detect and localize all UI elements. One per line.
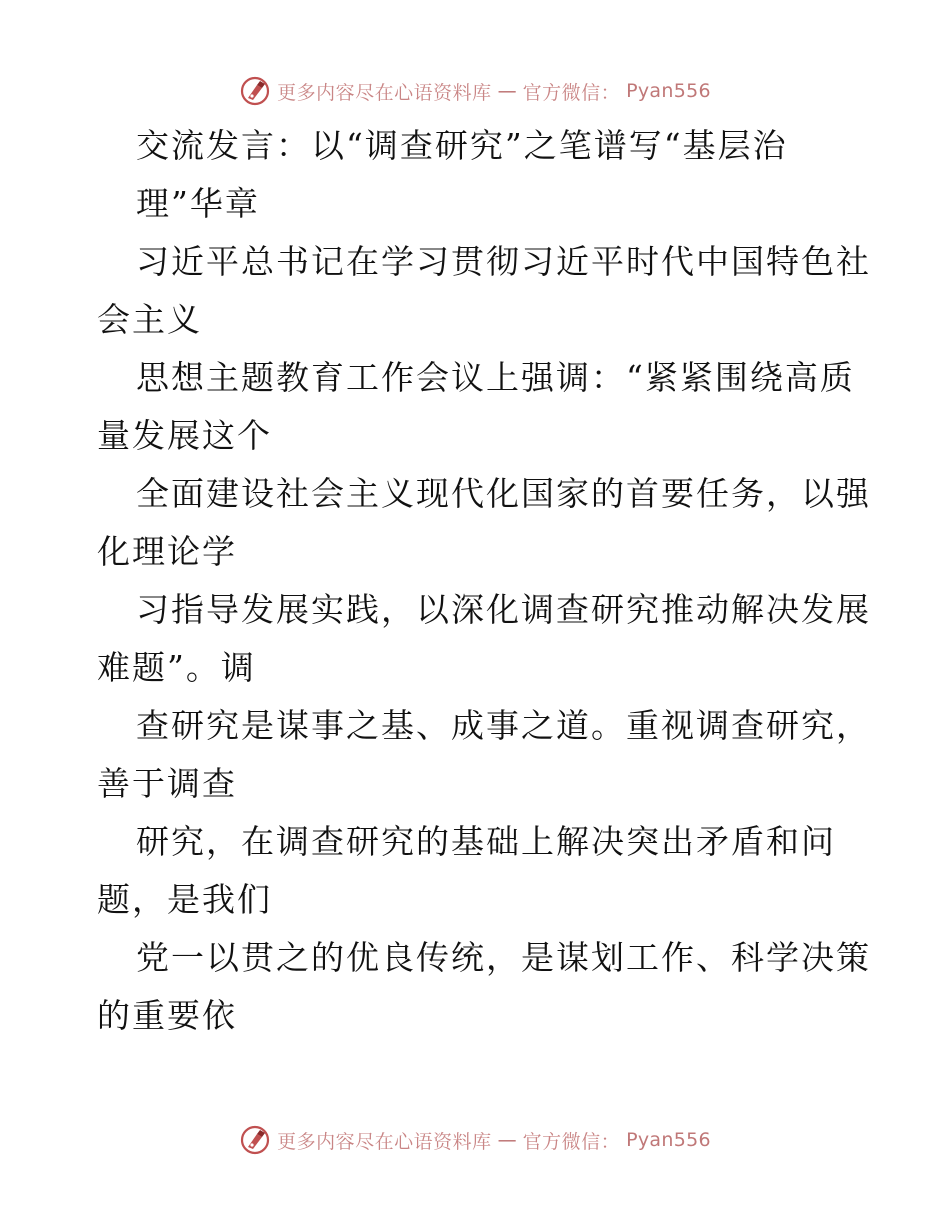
header-watermark [0,71,950,111]
text-line: 善于调查 [97,764,237,803]
watermark-id: Pyan556 [626,80,711,102]
text-line: 交流发言：以“调查研究”之笔谱写“基层治 [136,126,788,165]
text-line: 全面建设社会主义现代化国家的首要任务，以强 [136,474,871,513]
text-line: 量发展这个 [97,416,272,455]
pen-nib-logo-icon [239,75,271,107]
text-line: 理”华章 [136,184,260,223]
text-line: 化理论学 [97,532,237,571]
text-line: 习指导发展实践，以深化调查研究推动解决发展 [136,590,871,629]
watermark-text: 更多内容尽在心语资料库 [277,81,492,104]
watermark-label: 官方微信： [522,81,621,104]
text-line: 会主义 [97,300,202,339]
text-line: 研究，在调查研究的基础上解决突出矛盾和问 [136,822,836,861]
watermark-separator: — [497,1129,517,1151]
text-line: 思想主题教育工作会议上强调：“紧紧围绕高质 [136,358,855,397]
text-line: 查研究是谋事之基、成事之道。重视调查研究， [136,706,871,745]
text-line: 的重要依 [97,996,237,1035]
footer-watermark [0,1120,950,1160]
document-body [97,117,871,1045]
watermark-text: 更多内容尽在心语资料库 [277,1130,492,1153]
watermark-label: 官方微信： [522,1130,621,1153]
text-line: 党一以贯之的优良传统，是谋划工作、科学决策 [136,938,871,977]
watermark-id: Pyan556 [626,1129,711,1151]
text-line: 习近平总书记在学习贯彻习近平时代中国特色社 [136,242,871,281]
watermark-separator: — [497,80,517,102]
pen-nib-logo-icon [239,1124,271,1156]
text-line: 难题”。调 [97,648,256,687]
text-line: 题，是我们 [97,880,272,919]
